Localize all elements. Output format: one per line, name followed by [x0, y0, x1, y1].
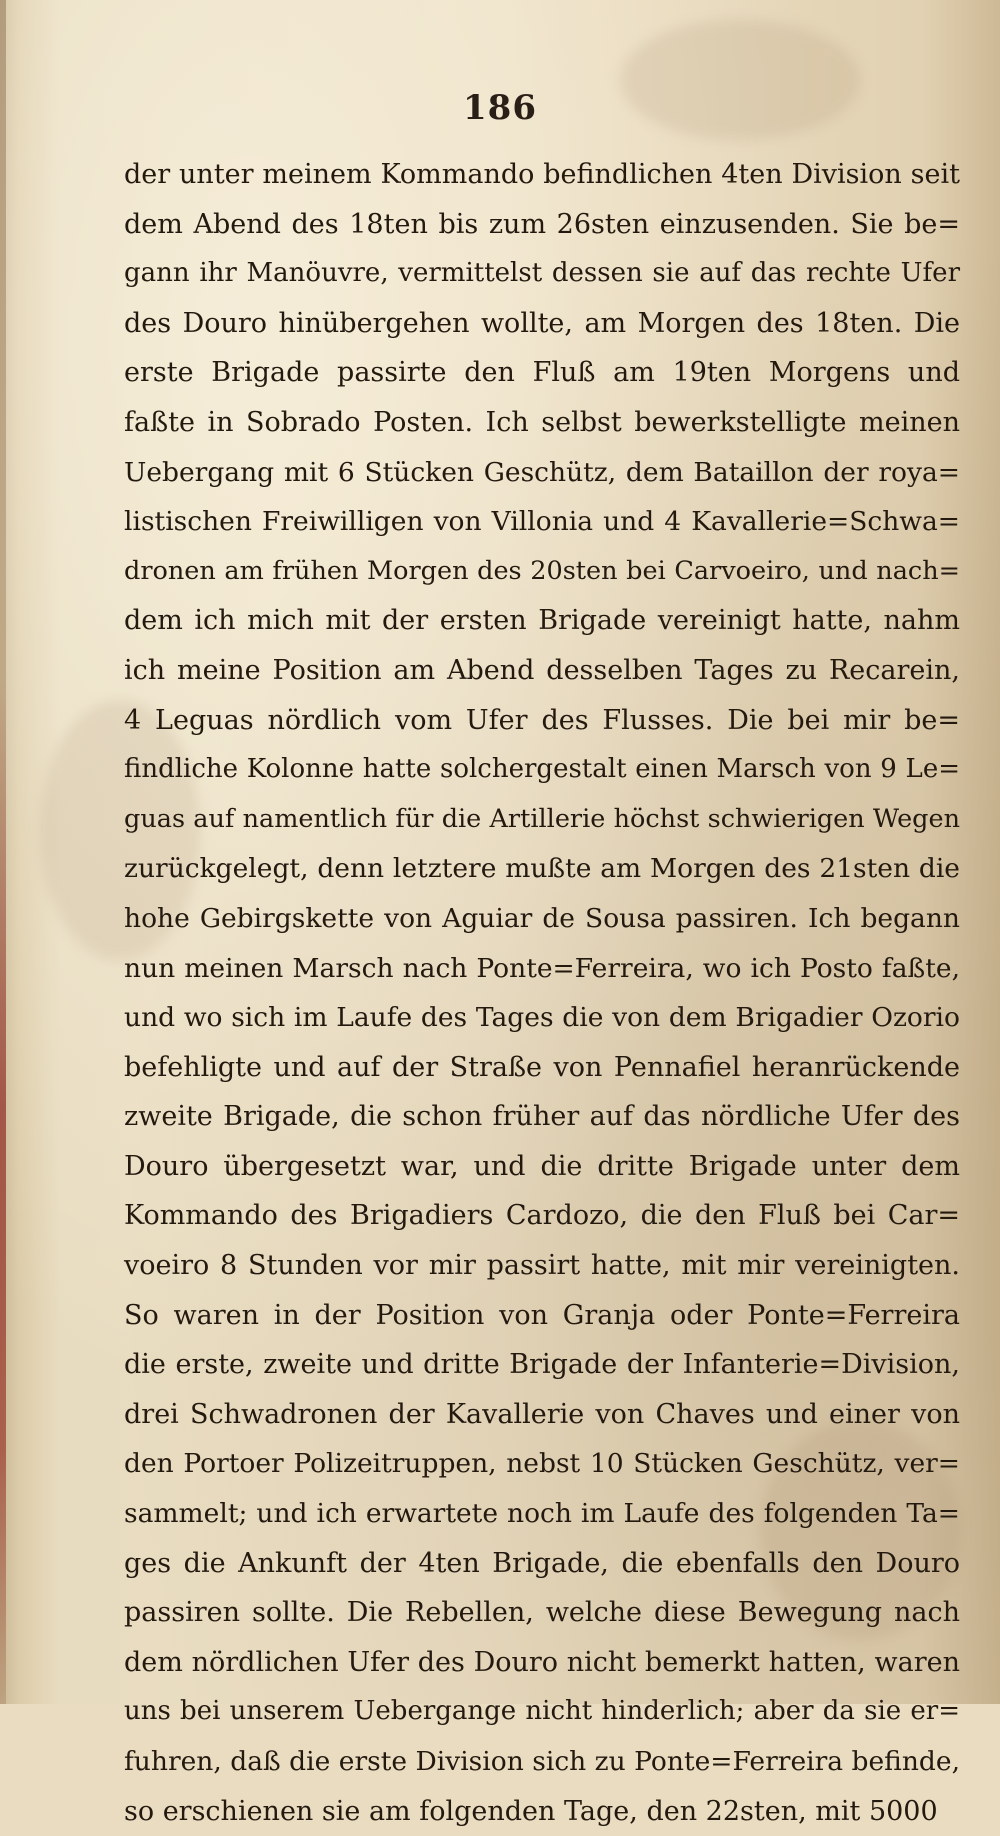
text-line: fuhren, daß die erste Division sich zu Ponte=Ferreira befinde,: [124, 1746, 960, 1777]
text-line: zweite Brigade, die schon früher auf das nördliche Ufer des: [124, 1101, 960, 1133]
text-line: dronen am frühen Morgen des 20sten bei Carvoeiro, und nach=: [124, 555, 960, 586]
text-line: des Douro hinübergehen wollte, am Morgen des 18ten. Die: [124, 307, 960, 339]
text-line: der unter meinem Kommando befindlichen 4ten Division seit: [124, 159, 960, 190]
text-line: dem nördlichen Ufer des Douro nicht bemerkt hatten, waren: [124, 1646, 960, 1678]
text-line: und wo sich im Laufe des Tages die von dem Brigadier Ozorio: [124, 1002, 960, 1034]
text-line: die erste, zweite und dritte Brigade der Infanterie=Division,: [124, 1349, 960, 1381]
text-line: hohe Gebirgskette von Aguiar de Sousa passiren. Ich begann: [124, 902, 960, 934]
text-line: dem Abend des 18ten bis zum 26sten einzusenden. Sie be=: [124, 208, 960, 240]
page-number: 186: [463, 88, 537, 128]
text-line: erste Brigade passirte den Fluß am 19ten Morgens und: [124, 357, 960, 389]
page-edge: [0, 0, 6, 1704]
text-line: befehligte und auf der Straße von Pennafiel heranrückende: [124, 1051, 960, 1083]
text-line: guas auf namentlich für die Artillerie höchst schwierigen Wegen: [124, 803, 960, 834]
text-line: findliche Kolonne hatte solchergestalt einen Marsch von 9 Le=: [124, 754, 960, 785]
text-line: drei Schwadronen der Kavallerie von Chaves und einer von: [124, 1398, 960, 1430]
text-line: uns bei unserem Uebergange nicht hinderlich; aber da sie er=: [124, 1696, 960, 1727]
text-line: zurückgelegt, denn letztere mußte am Morgen des 21sten die: [124, 853, 960, 885]
body-text: [124, 150, 960, 1836]
text-line: 4 Leguas nördlich vom Ufer des Flusses. Die bei mir be=: [124, 704, 960, 736]
text-line: Uebergang mit 6 Stücken Geschütz, dem Bataillon der roya=: [124, 456, 960, 488]
text-line: ich meine Position am Abend desselben Tages zu Recarein,: [124, 654, 960, 686]
text-line: nun meinen Marsch nach Ponte=Ferreira, wo ich Posto faßte,: [124, 952, 960, 984]
text-line: Kommando des Brigadiers Cardozo, die den Fluß bei Car=: [124, 1200, 960, 1232]
text-line: faßte in Sobrado Posten. Ich selbst bewerkstelligte meinen: [124, 406, 960, 438]
text-line: dem ich mich mit der ersten Brigade vereinigt hatte, nahm: [124, 605, 960, 637]
text-line: So waren in der Position von Granja oder Ponte=Ferreira: [124, 1299, 960, 1331]
text-line: gann ihr Manöuvre, vermittelst dessen sie auf das rechte Ufer: [124, 258, 960, 289]
text-line: voeiro 8 Stunden vor mir passirt hatte, mit mir vereinigten.: [124, 1250, 960, 1282]
text-line: ges die Ankunft der 4ten Brigade, die ebenfalls den Douro: [124, 1547, 960, 1579]
text-line: listischen Freiwilligen von Villonia und 4 Kavallerie=Schwa=: [124, 506, 960, 538]
text-line: passiren sollte. Die Rebellen, welche diese Bewegung nach: [124, 1597, 960, 1629]
text-line: so erschienen sie am folgenden Tage, den 22sten, mit 5000: [124, 1795, 938, 1827]
text-line: sammelt; und ich erwartete noch im Laufe des folgenden Ta=: [124, 1498, 960, 1530]
text-line: Douro übergesetzt war, und die dritte Brigade unter dem: [124, 1150, 960, 1182]
text-line: den Portoer Polizeitruppen, nebst 10 Stücken Geschütz, ver=: [124, 1448, 960, 1480]
